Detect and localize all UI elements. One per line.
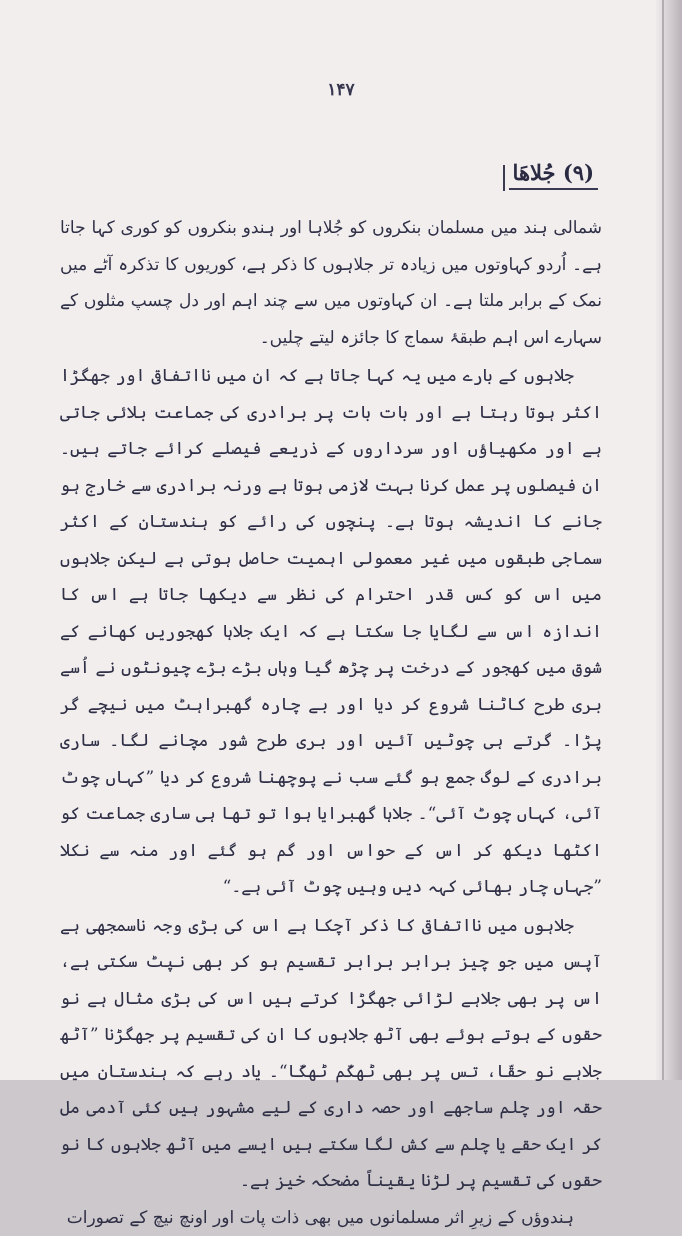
body-text [60, 210, 602, 1236]
paragraph-3: جلاہوں میں نااتفاقی کا ذکر آچکا ہے اس کی بڑی وجہ ناسمجھی ہے آپس میں جو چیز برابر برابر تقسیم ہو کر بھی نپٹ سکتی ہے، اس پر بھی جلاہے لڑائی جھگڑا کرتے ہیں اس کی بڑی مثال ہے نو حقوں کے ہوتے ہوئے بھی آٹھ جلاہوں کا ان کی تقسیم پر جھگڑنا ”آٹھ جلاہے نو حقّا، تس پر بھی ٹھکّم ٹھکّا“۔ یاد رہے کہ ہندستان میں حقہ اور چلم ساجھے اور حصہ داری کے لیے مشہور ہیں کئی آدمی مل کر ایک حقے یا چلم سے کش لگا سکتے ہیں ایسے میں آٹھ جلاہوں کا نو حقوں کی تقسیم پر لڑنا یقیناً مضحکہ خیز ہے۔ [60, 908, 602, 1200]
paragraph-4: ہندوؤں کے زیرِ اثر مسلمانوں میں بھی ذات پات اور اونچ نیچ کے تصورات [60, 1200, 602, 1236]
page-binding-line [662, 0, 664, 1080]
section-heading: (۹) جُلاهَا [509, 160, 598, 190]
paragraph-1: شمالی ہند میں مسلمان بنکروں کو جُلاہا اور ہندو بنکروں کو کوری کہا جاتا ہے۔ اُردو کہاوتوں میں زیادہ تر جلاہوں کا ذکر ہے، کوریوں کا تذکرہ آٹے میں نمک کے برابر ملتا ہے۔ ان کہاوتوں میں سے چند اہم اور دل چسپ مثلوں کے سہارے اس اہم طبقۂ سماج کا جائزہ لیتے چلیں۔ [60, 210, 602, 356]
heading-underline-corner [503, 165, 515, 191]
page-number: ۱۴۷ [0, 80, 682, 100]
paragraph-2: جلاہوں کے بارے میں یہ کہا جاتا ہے کہ ان میں نااتفاقی اور جھگڑا اکثر ہوتا رہتا ہے اور بات بات پر برادری کی جماعت بلائی جاتی ہے اور مکھیاؤں اور سرداروں کے ذریعے فیصلے کرائے جاتے ہیں۔ ان فیصلوں پر عمل کرنا بہت لازمی ہوتا ہے ورنہ برادری سے خارج ہو جانے کا اندیشہ ہوتا ہے۔ پنچوں کی رائے کو ہندستان کے اکثر سماجی طبقوں میں غیر معمولی اہمیت حاصل ہوتی ہے لیکن جلاہوں میں اس کو کس قدر احترام کی نظر سے دیکھا جاتا ہے اس کا اندازہ اس سے لگایا جا سکتا ہے کہ ایک جلاہا کھجوریں کھانے کے شوق میں کھجور کے درخت پر چڑھ گیا وہاں بڑے بڑے چیونٹوں نے اُسے بری طرح کاٹنا شروع کر دیا اور بے چارہ گھبراہٹ میں نیچے گر پڑا۔ گرتے ہی چوٹیں آئیں اور بری طرح شور مچانے لگا۔ ساری برادری کے لوگ جمع ہو گئے سب نے پوچھنا شروع کر دیا ”کہاں چوٹ آئی، کہاں چوٹ آئی“۔ جلاہا گھبرایا ہوا تو تھا ہی ساری جماعت کو اکٹھا دیکھ کر اس کے حواس اور گم ہو گئے اور منہ سے نکلا ”جہاں چار بھائی کہہ دیں وہیں چوٹ آئی ہے۔“ [60, 358, 602, 906]
page-binding-shadow [656, 0, 682, 1080]
section-heading-container [509, 160, 598, 190]
